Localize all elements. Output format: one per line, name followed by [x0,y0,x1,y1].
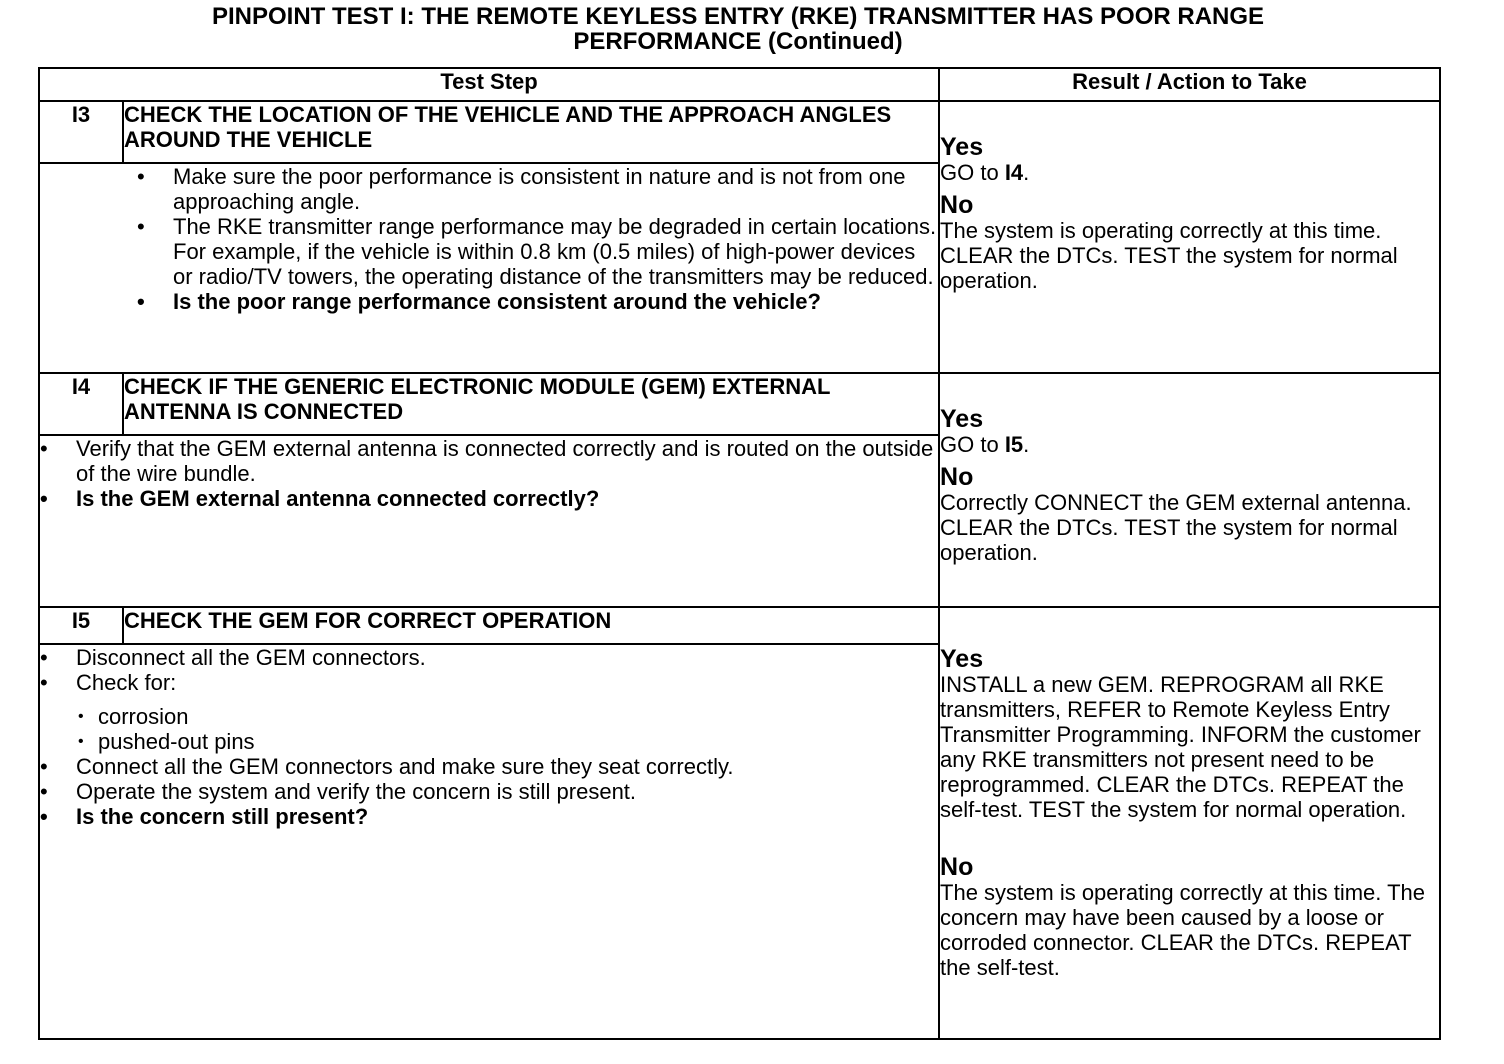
table-header-row [39,68,1440,101]
no-label: No [940,853,974,881]
header-result-action: Result / Action to Take [939,68,1440,101]
step-body [39,644,939,1039]
step-bullet: • Disconnect all the GEM connectors. [40,645,938,670]
step-bullet: • Operate the system and verify the concern is still present. [40,779,938,804]
yes-label: Yes [940,133,984,161]
check-for-list [76,704,938,754]
goto-step-ref: I5 [1004,432,1024,457]
step-bullet-list [40,436,938,511]
page-title-line-1: PINPOINT TEST I: THE REMOTE KEYLESS ENTRY (RKE) TRANSMITTER HAS POOR RANGE [211,3,1265,30]
yes-action: GO to I5. [940,432,1030,457]
step-result [939,607,1440,1039]
step-result [939,101,1440,373]
page-title-line-2: PERFORMANCE (Continued) [573,28,903,55]
yes-label: Yes [940,405,984,433]
step-bullet: • Verify that the GEM external antenna is connected correctly and is routed on the outside of the wire bundle. [40,436,938,486]
step-bullet: • Check for: • corrosion • pushed-out pins [40,670,938,754]
step-bullet: • Make sure the poor performance is consistent in nature and is not from one approaching angle. [137,164,938,214]
step-bullet-list [137,164,938,314]
pinpoint-test-table [38,67,1441,1040]
step-bullet: • The RKE transmitter range performance may be degraded in certain locations. For example, if the vehicle is within 0.8 km (0.5 miles) of high-power devices or radio/TV towers, the operating distance of the transmitters may be reduced. [137,214,938,289]
no-action: The system is operating correctly at this time. CLEAR the DTCs. TEST the system for normal operation. [940,218,1398,293]
step-question: • Is the concern still present? [40,804,938,829]
no-action: The system is operating correctly at this time. The concern may have been caused by a loose or corroded connector. CLEAR the DTCs. REPEAT the self-test. [940,880,1426,980]
step-id: I4 [39,373,123,435]
check-item: • corrosion [76,704,938,729]
yes-action: GO to I4. [940,160,1030,185]
no-action: Correctly CONNECT the GEM external antenna. CLEAR the DTCs. TEST the system for normal operation. [940,490,1412,565]
step-body [39,435,939,607]
page-title [38,4,1438,54]
step-title: CHECK THE GEM FOR CORRECT OPERATION [123,607,939,644]
step-title-row [39,373,1440,435]
step-id: I3 [39,101,123,163]
no-label: No [940,463,974,491]
yes-label: Yes [940,645,984,673]
step-title: CHECK IF THE GENERIC ELECTRONIC MODULE (GEM) EXTERNAL ANTENNA IS CONNECTED [123,373,939,435]
step-question: • Is the GEM external antenna connected correctly? [40,486,938,511]
step-bullet: • Connect all the GEM connectors and make sure they seat correctly. [40,754,938,779]
step-body [39,163,939,373]
goto-step-ref: I4 [1004,160,1024,185]
step-title-row [39,101,1440,163]
step-id: I5 [39,607,123,644]
step-question: • Is the poor range performance consistent around the vehicle? [137,289,938,314]
no-label: No [940,191,974,219]
step-result [939,373,1440,607]
check-item: • pushed-out pins [76,729,938,754]
step-bullet-list [40,645,938,829]
yes-action: INSTALL a new GEM. REPROGRAM all RKE transmitters, REFER to Remote Keyless Entry Transmitter Programming. INFORM the customer any RKE transmitters not present need to be reprogrammed. CLEAR the DTCs. REPEAT the self-test. TEST the system for normal operation. [940,672,1421,822]
header-test-step: Test Step [39,68,939,101]
step-title-row [39,607,1440,644]
step-title: CHECK THE LOCATION OF THE VEHICLE AND THE APPROACH ANGLES AROUND THE VEHICLE [123,101,939,163]
